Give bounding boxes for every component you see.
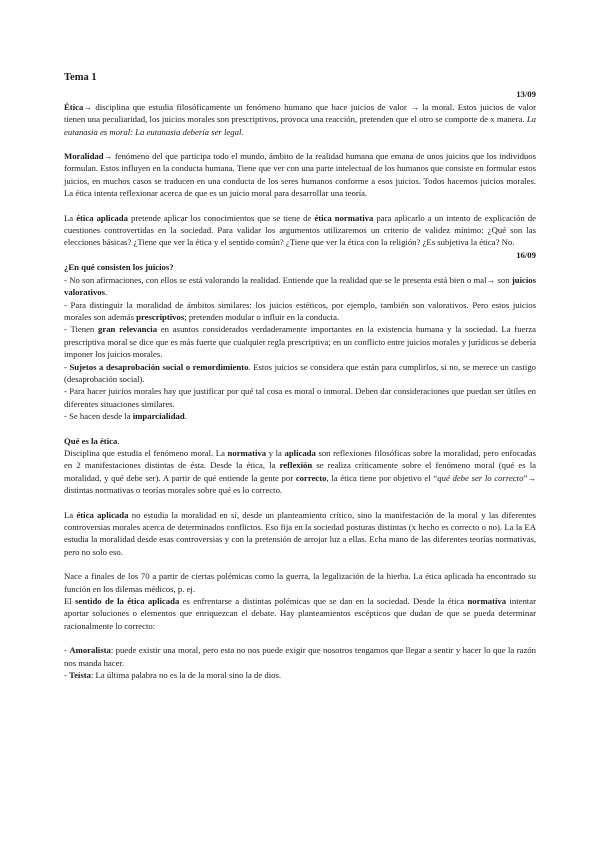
list-item: - Sujetos a desaprobación social o remordimiento. Estos juicios se considera que están para cumplirlos, si no, se merece un castigo (desaprobación social). (64, 361, 537, 384)
date-label: 13/09 (516, 89, 536, 100)
list-item: - Se hacen desde la imparcialidad. (64, 411, 187, 422)
date-label: 16/09 (516, 249, 536, 260)
list-item: - Amoralista: puede existir una moral, pero esta no nos puede exigir que nosotros tengamos que llegar a sentir y hacer lo que la razón nos manda hacer. (64, 645, 536, 668)
paragraph-que-es-etica: Disciplina que estudia el fenómeno moral. La normativa y la aplicada son reflexiones filosóficas sobre la moralidad, pero enfocadas en 2 manifestaciones distintas de ésta. Desde la ética, la reflexión se realiza críticamente sobre el fenómeno moral (qué es la moralidad, y qué debe ser). A partir de qué entiende la gente por correcto, la ética tiene por objetivo el “qué debe ser lo correcto”→ distintas normativas o teorías morales sobre qué es lo correcto. (64, 447, 536, 496)
paragraph-origen: Nace a finales de los 70 a partir de ciertas polémicas como la guerra, la legalización de la hierba. La ética aplicada ha encontrado su función en los dilemas médicos, p. ej. (64, 571, 536, 594)
list-item: - No son afirmaciones, con ellos se está valorando la realidad. Entiende que la realidad que se le presenta está bien o mal→ son juicios valorativos. (64, 274, 536, 298)
list-item: - Para distinguir la moralidad de ámbitos similares: los juicios estéticos, por ejemplo, también son valorativos. Pero estos juicios morales son además prescriptivos; pretenden modular o influir en la conducta. (64, 299, 536, 322)
page-title: Tema 1 (64, 72, 97, 83)
section-heading: ¿En qué consisten los juicios? (64, 262, 174, 273)
list-item: - Para hacer juicios morales hay que justificar por qué tal cosa es moral o inmoral. Deben dar consideraciones que puedan ser útiles en diferentes situaciones similares. (64, 386, 536, 409)
paragraph-ea: La ética aplicada no estudia la moralidad en sí, desde un planteamiento crítico, sino la manifestación de la moral y las diferentes controversias morales acerca de determinados conflictos. Eso fija en la sociedad posturas distintas (x hecho es correcto o no). La la EA estudia la moralidad desde esas controversias y con la pretensión de arrojar luz a ellas. Echa mano de las diferentes teorías normativas, pero no solo eso. (64, 509, 536, 557)
paragraph-etica: Ética→ disciplina que estudia filosóficamente un fenómeno humano que hace juicios de valor → la moral. Estos juicios de valor tienen una peculiaridad, los juicios morales son prescriptivos, provoca una reacción, pretenden que el otro se comporte de x manera. La eutanasia es moral: La eutanasia debería ser legal. (64, 101, 536, 137)
paragraph-etica-aplicada: La ética aplicada pretende aplicar los conocimientos que se tiene de ética normativa para aplicarlo a un intento de explicación de cuestiones controvertidas en la sociedad. Para validar los argumentos utilizaremos un criterio de validez mínimo: ¿Qué son las elecciones básicas? ¿Tiene que ver la ética y el sentido común? ¿Tiene que ver la ética con la religión? ¿Es subjetiva la ética? No. (64, 212, 536, 248)
document-page (64, 72, 536, 681)
paragraph-sentido: El sentido de la ética aplicada es enfrentarse a distintas polémicas que se dan en la sociedad. Desde la ética normativa intentar aportar soluciones o elementos que enriquezcan el debate. Hay planteamientos escépticos que dudan de que se pueda determinar racionalmente lo correcto: (64, 596, 536, 631)
paragraph-moralidad: Moralidad→ fenómeno del que participa todo el mundo, ámbito de la realidad humana que emana de unos juicios que los individuos formulan. Estos influyen en la conducta humana. Tiene que ver con una parte intelectual de los humanos que consiste en formular estos juicios, en muchos casos se traducen en una conducta de los seres humanos conforme a esos juicios. Todos hacemos juicios morales. La ética intenta reflexionar acerca de que es un juicio moral para desarrollar una teoría. (64, 151, 536, 199)
list-item: - Tienen gran relevancia en asuntos considerados verdaderamente importantes en la existencia humana y la sociedad. La fuerza prescriptiva moral se dice que es más fuerte que cualquier regla prescriptiva; en un conflicto entre juicios morales y jurídicos se debería imponer los juicios morales. (64, 324, 536, 360)
section-heading: Qué es la ética. (64, 435, 120, 446)
list-item: - Teísta: La última palabra no es la de la moral sino la de dios. (64, 670, 282, 681)
